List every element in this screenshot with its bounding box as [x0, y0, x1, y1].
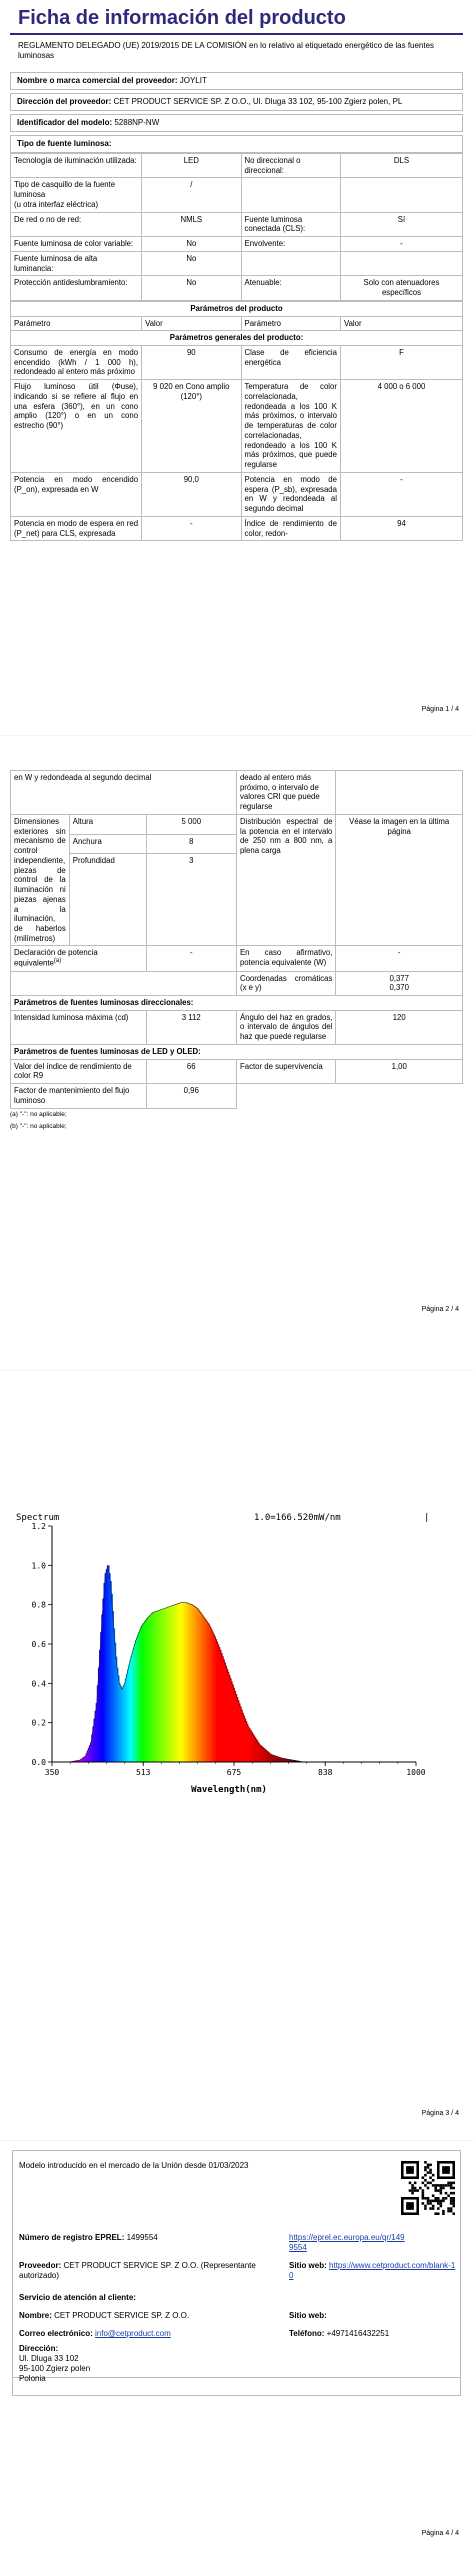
directional-header: Parámetros de fuentes luminosas direccionales:: [11, 996, 463, 1011]
source-type-cell: Solo con atenuadores específicos: [340, 276, 462, 300]
qr-module: [447, 2210, 450, 2213]
footnote-a: (a) "-": no aplicable;: [10, 1110, 67, 1118]
source-type-row: [11, 178, 463, 212]
qr-module: [411, 2187, 414, 2190]
service-web-label: Sitio web:: [289, 2311, 327, 2320]
qr-module: [416, 2189, 419, 2192]
qr-module: [422, 2192, 425, 2195]
beam-label: Ángulo del haz en grados, o intervalo de ángulos del haz que puede regularse: [236, 1010, 335, 1044]
qr-module: [409, 2189, 412, 2192]
source-type-cell: De red o no de red:: [11, 212, 142, 236]
qr-module: [427, 2171, 430, 2174]
y-tick-label: 0.4: [31, 1679, 46, 1689]
qr-module: [432, 2184, 435, 2187]
qr-module: [432, 2174, 435, 2177]
x-tick-label: 675: [226, 1768, 242, 1777]
service-web-row: [289, 2311, 327, 2321]
qr-finder-core: [406, 2166, 414, 2174]
general-param-cell: Potencia en modo de espera en red (P_net) para CLS, expresada: [11, 516, 142, 540]
qr-module: [452, 2205, 455, 2208]
general-param-cell: Consumo de energía en modo encendido (kWh / 1 000 h), redondeado al entero más próximo: [11, 346, 142, 380]
qr-module: [424, 2205, 427, 2208]
equiv-label-cell: [11, 946, 147, 971]
source-type-row: [11, 276, 463, 300]
beam-value: 120: [336, 1010, 463, 1044]
qr-module: [422, 2182, 425, 2185]
qr-module: [424, 2184, 427, 2187]
y-tick-label: 0.8: [31, 1600, 46, 1610]
qr-module: [422, 2202, 425, 2205]
model-id-label: Identificador del modelo:: [17, 118, 113, 127]
service-label: [19, 2293, 136, 2303]
source-type-row: [11, 212, 463, 236]
regulation-text: REGLAMENTO DELEGADO (UE) 2019/2015 DE LA COMISIÓN en lo relativo al etiquetado energético de las fuentes luminosas: [18, 41, 435, 60]
x-tick-label: 1000: [406, 1768, 426, 1777]
eprel-link[interactable]: https://eprel.ec.europa.eu/qr/1499554: [289, 2233, 405, 2252]
qr-module: [424, 2179, 427, 2182]
survival-label: Factor de supervivencia: [236, 1059, 335, 1083]
qr-module: [450, 2184, 453, 2187]
qr-module: [452, 2200, 455, 2203]
equiv-value: -: [146, 946, 236, 971]
source-type-cell: No: [142, 237, 241, 252]
chrom-label: Coordenadas cromáticas (x e y): [236, 971, 335, 995]
source-type-cell: [340, 178, 462, 212]
qr-module: [442, 2200, 445, 2203]
qr-module: [409, 2182, 412, 2185]
r9-value: 66: [146, 1059, 236, 1083]
chrom-y: 0,370: [389, 983, 409, 993]
qr-module: [432, 2207, 435, 2210]
qr-module: [411, 2184, 414, 2187]
qr-module: [414, 2189, 417, 2192]
page-1: [0, 0, 473, 720]
model-id-value: 5288NP-NW: [114, 118, 160, 127]
qr-finder-core: [442, 2166, 450, 2174]
qr-module: [432, 2194, 435, 2197]
page-separator-2: [0, 1370, 473, 1371]
qr-module: [434, 2189, 437, 2192]
qr-module: [450, 2207, 453, 2210]
qr-module: [427, 2202, 430, 2205]
qr-module: [434, 2212, 437, 2215]
y-tick-label: 0.0: [31, 1758, 46, 1767]
supplier-address-label: Dirección del proveedor:: [17, 97, 112, 106]
params-general-header: Parámetros generales del producto:: [11, 331, 463, 346]
dim-name-width: Anchura: [69, 834, 146, 854]
chart-annotation: 1.0=166.520mW/nm: [254, 1513, 341, 1523]
page-separator-3: [0, 2140, 473, 2141]
phone-row: [289, 2329, 389, 2339]
qr-module: [440, 2202, 443, 2205]
qr-module: [452, 2182, 455, 2185]
x-tick-label: 838: [318, 1768, 333, 1777]
source-type-cell: No direccional o direccional:: [241, 154, 340, 178]
qr-module: [429, 2202, 432, 2205]
col-value-2: Valor: [340, 316, 462, 331]
product-params-continued-table: [10, 770, 463, 1109]
qr-module: [424, 2166, 427, 2169]
qr-module: [437, 2189, 440, 2192]
eprel-label: Número de registro EPREL:: [19, 2233, 125, 2242]
dims-label: Dimensiones exteriores sin mecanismo de control independiente, piezas de control de la iluminación ni piezas ajenas a la iluminación, de haberlos (milímetros): [11, 814, 70, 946]
qr-module: [450, 2202, 453, 2205]
general-param-cell: 94: [340, 516, 462, 540]
params-product-header: Parámetros del producto: [11, 301, 463, 316]
general-param-cell: F: [340, 346, 462, 380]
phone-label: Teléfono:: [289, 2329, 325, 2338]
qr-module: [445, 2192, 448, 2195]
qr-module: [450, 2197, 453, 2200]
eprel-row: [19, 2233, 158, 2243]
col-param-1: Parámetro: [11, 316, 142, 331]
qr-module: [447, 2184, 450, 2187]
qr-module: [429, 2207, 432, 2210]
equiv-power-label: En caso afirmativo, potencia equivalente (W): [236, 946, 335, 971]
survival-value: 1,00: [336, 1059, 463, 1083]
qr-module: [429, 2200, 432, 2203]
qr-module: [450, 2192, 453, 2195]
source-type-cell: NMLS: [142, 212, 241, 236]
qr-module: [422, 2194, 425, 2197]
product-params-table: [10, 301, 463, 541]
equiv-footnote-ref: (a): [53, 958, 62, 965]
qr-module: [432, 2179, 435, 2182]
qr-module: [429, 2164, 432, 2167]
source-type-cell: Tipo de casquillo de la fuente luminosa (u otra interfaz eléctrica): [11, 178, 142, 212]
qr-module: [429, 2176, 432, 2179]
email-link[interactable]: info@cetproduct.com: [95, 2329, 171, 2338]
cont-left-text: en W y redondeada al segundo decimal: [11, 771, 237, 815]
source-type-header: [10, 135, 463, 153]
website-row: [289, 2261, 459, 2281]
y-tick-label: 1.0: [31, 1561, 46, 1571]
qr-module: [424, 2169, 427, 2172]
qr-module: [445, 2197, 448, 2200]
qr-module: [429, 2182, 432, 2185]
page-number-2: Página 2 / 4: [421, 1306, 459, 1313]
dim-name-height: Altura: [69, 814, 146, 834]
qr-module: [427, 2182, 430, 2185]
qr-module: [440, 2205, 443, 2208]
general-param-cell: 4 000 o 6 000: [340, 380, 462, 473]
lumen-value: 0,96: [146, 1084, 236, 1108]
r9-label: Valor del índice de rendimiento de color R9: [11, 1059, 147, 1083]
chrom-values: [336, 971, 463, 995]
source-type-cell: Fuente luminosa de color variable:: [11, 237, 142, 252]
led-header: Parámetros de fuentes luminosas de LED y OLED:: [11, 1044, 463, 1059]
source-type-cell: Protección antideslumbramiento:: [11, 276, 142, 300]
qr-module: [414, 2182, 417, 2185]
supplier-name-row: [10, 72, 463, 90]
page-title: Ficha de información del producto: [10, 0, 463, 35]
spd-label: Distribución espectral de la potencia en el intervalo de 250 nm a 800 nm, a plena carga: [236, 814, 335, 946]
qr-module: [437, 2207, 440, 2210]
general-param-cell: Flujo luminoso útil (Φuse), indicando si se refiere al flujo en una esfera (360°), en un cono amplio (120°) o en un cono estrecho (90°): [11, 380, 142, 473]
qr-module: [432, 2200, 435, 2203]
qr-module: [440, 2192, 443, 2195]
source-type-cell: Fuente luminosa conectada (CLS):: [241, 212, 340, 236]
qr-module: [450, 2182, 453, 2185]
col-value-1: Valor: [142, 316, 241, 331]
page-4: [0, 2150, 473, 2560]
qr-module: [452, 2202, 455, 2205]
address-line-2: 95-100 Zgierz polen: [19, 2364, 91, 2373]
source-type-cell: DLS: [340, 154, 462, 178]
qr-module: [434, 2200, 437, 2203]
general-param-cell: -: [142, 516, 241, 540]
qr-module: [450, 2210, 453, 2213]
qr-module: [447, 2182, 450, 2185]
service-label-text: Servicio de atención al cliente:: [19, 2293, 136, 2302]
chrom-x: 0,377: [389, 973, 409, 983]
supplier-address-value: CET PRODUCT SERVICE SP. Z O.O., Ul. Dluga 33 102, 95-100 Zgierz polen, PL: [113, 97, 403, 106]
qr-module: [452, 2212, 455, 2215]
page-number-3: Página 3 / 4: [421, 2110, 459, 2117]
source-type-cell: [340, 251, 462, 275]
equiv-power-value: -: [336, 946, 463, 971]
footnote-b: (b) "-": no aplicable;: [10, 1122, 67, 1130]
qr-module: [442, 2184, 445, 2187]
phone-value: +4971416432251: [326, 2329, 390, 2338]
page-3: [0, 1390, 473, 2130]
qr-module: [411, 2192, 414, 2195]
y-tick-label: 1.2: [31, 1522, 46, 1531]
dim-value-depth: 3: [146, 854, 236, 946]
qr-module: [424, 2207, 427, 2210]
page-number-1: Página 1 / 4: [421, 706, 459, 713]
website-label: Sitio web:: [289, 2261, 327, 2270]
y-tick-label: 0.6: [31, 1640, 46, 1649]
qr-module: [414, 2187, 417, 2190]
cont-right-text: deado al entero más próximo, o intervalo de valores CRI que puede regularse: [236, 771, 335, 815]
source-type-cell: /: [142, 178, 241, 212]
general-param-row: [11, 346, 463, 380]
qr-module: [437, 2184, 440, 2187]
general-param-cell: -: [340, 472, 462, 516]
qr-module: [424, 2197, 427, 2200]
general-param-cell: Clase de eficiencia energética: [241, 346, 340, 380]
source-type-row: [11, 154, 463, 178]
qr-module: [434, 2184, 437, 2187]
service-name-label: Nombre:: [19, 2311, 52, 2320]
qr-module: [429, 2171, 432, 2174]
qr-module: [447, 2194, 450, 2197]
qr-module: [427, 2197, 430, 2200]
general-param-cell: Potencia en modo encendido (P_on), expresada en W: [11, 472, 142, 516]
address-line-3: Polonia: [19, 2374, 46, 2383]
model-id-row: [10, 114, 463, 132]
source-type-cell: [241, 178, 340, 212]
qr-module: [450, 2200, 453, 2203]
qr-module: [427, 2200, 430, 2203]
general-param-cell: 90,0: [142, 472, 241, 516]
supplier-name-label: Nombre o marca comercial del proveedor:: [17, 76, 178, 85]
qr-module: [427, 2164, 430, 2167]
qr-module: [440, 2200, 443, 2203]
provider-value: CET PRODUCT SERVICE SP. Z O.O. (Representante autorizado): [19, 2261, 256, 2280]
qr-module: [445, 2184, 448, 2187]
source-type-label: Tipo de fuente luminosa:: [17, 139, 112, 148]
qr-module: [440, 2187, 443, 2190]
qr-module: [442, 2210, 445, 2213]
qr-module: [440, 2184, 443, 2187]
general-param-row: [11, 516, 463, 540]
source-type-cell: Tecnología de iluminación utilizada:: [11, 154, 142, 178]
qr-module: [442, 2212, 445, 2215]
supplier-name-value: JOYLIT: [179, 76, 207, 85]
qr-module: [427, 2187, 430, 2190]
address-block: [19, 2344, 90, 2384]
qr-module: [422, 2197, 425, 2200]
qr-module: [429, 2169, 432, 2172]
dim-value-height: 5 000: [146, 814, 236, 834]
provider-row: [19, 2261, 281, 2281]
intensity-label: Intensidad luminosa máxima (cd): [11, 1010, 147, 1044]
general-param-cell: Índice de rendimiento de color, redon-: [241, 516, 340, 540]
qr-module: [447, 2207, 450, 2210]
source-type-cell: Fuente luminosa de alta luminancia:: [11, 251, 142, 275]
intensity-value: 3 112: [146, 1010, 236, 1044]
provider-label: Proveedor:: [19, 2261, 62, 2270]
qr-module: [437, 2197, 440, 2200]
qr-module: [437, 2212, 440, 2215]
address-line-1: Ul. Dluga 33 102: [19, 2354, 79, 2363]
source-type-cell: -: [340, 237, 462, 252]
qr-module: [437, 2200, 440, 2203]
spectrum-chart: [14, 1510, 432, 1795]
supplier-address-row: [10, 93, 463, 111]
qr-module: [442, 2197, 445, 2200]
service-name-row: [19, 2311, 189, 2321]
general-param-cell: Temperatura de color correlacionada, redondeada a los 100 K más próximos, o intervalo de temperaturas de color correlacionadas, redondeado a los 100 K más próximos, que puede regularse: [241, 380, 340, 473]
general-param-row: [11, 380, 463, 473]
qr-module: [427, 2166, 430, 2169]
general-param-cell: 90: [142, 346, 241, 380]
source-type-cell: No: [142, 251, 241, 275]
qr-module: [432, 2205, 435, 2208]
qr-module: [422, 2176, 425, 2179]
qr-module: [424, 2161, 427, 2164]
dim-value-width: 8: [146, 834, 236, 854]
page-separator: [0, 735, 473, 736]
source-type-cell: LED: [142, 154, 241, 178]
chart-title: Spectrum: [16, 1513, 60, 1523]
qr-module: [450, 2187, 453, 2190]
qr-module: [452, 2197, 455, 2200]
x-axis-label: Wavelength(nm): [191, 1785, 267, 1795]
source-type-cell: Atenuable:: [241, 276, 340, 300]
email-row: [19, 2329, 171, 2339]
dim-name-depth: Profundidad: [69, 854, 146, 946]
source-type-cell: Envolvente:: [241, 237, 340, 252]
general-param-row: [11, 472, 463, 516]
source-type-cell: No: [142, 276, 241, 300]
qr-module: [434, 2197, 437, 2200]
source-type-cell: [241, 251, 340, 275]
y-tick-label: 0.2: [31, 1718, 46, 1728]
qr-module: [422, 2189, 425, 2192]
email-label: Correo electrónico:: [19, 2329, 93, 2338]
qr-module: [452, 2187, 455, 2190]
chart-corner-mark: |: [424, 1513, 430, 1523]
address-box: [12, 2340, 461, 2396]
source-type-row: [11, 251, 463, 275]
qr-module: [419, 2187, 422, 2190]
qr-code-icon[interactable]: [401, 2161, 455, 2215]
page-2: [0, 770, 473, 1340]
qr-module: [424, 2174, 427, 2177]
qr-module: [434, 2187, 437, 2190]
general-param-cell: Potencia en modo de espera (P_sb), expresada en W y redondeada al segundo decimal: [241, 472, 340, 516]
service-name-value: CET PRODUCT SERVICE SP. Z O.O.: [54, 2311, 190, 2320]
market-date: Modelo introducido en el mercado de la Unión desde 01/03/2023: [19, 2161, 249, 2170]
qr-module: [440, 2189, 443, 2192]
general-param-cell: 9 020 en Cono amplio (120°): [142, 380, 241, 473]
website-link[interactable]: https://www.cetproduct.com/blank-10: [289, 2261, 456, 2280]
qr-module: [442, 2187, 445, 2190]
eprel-value: 1499554: [126, 2233, 158, 2242]
qr-finder-core: [406, 2202, 414, 2210]
address-label: Dirección:: [19, 2344, 59, 2353]
qr-module: [411, 2189, 414, 2192]
x-tick-label: 513: [136, 1768, 151, 1777]
equiv-label: Declaración de potencia equivalente: [14, 948, 98, 968]
col-param-2: Parámetro: [241, 316, 340, 331]
qr-module: [452, 2192, 455, 2195]
source-type-cell: Sí: [340, 212, 462, 236]
source-type-row: [11, 237, 463, 252]
page-number-4: Página 4 / 4: [421, 2530, 459, 2537]
spd-value: Véase la imagen en la última página: [336, 814, 463, 946]
qr-module: [437, 2202, 440, 2205]
source-type-table: [10, 153, 463, 301]
lumen-label: Factor de mantenimiento del flujo luminoso: [11, 1084, 147, 1108]
x-tick-label: 350: [44, 1768, 60, 1777]
